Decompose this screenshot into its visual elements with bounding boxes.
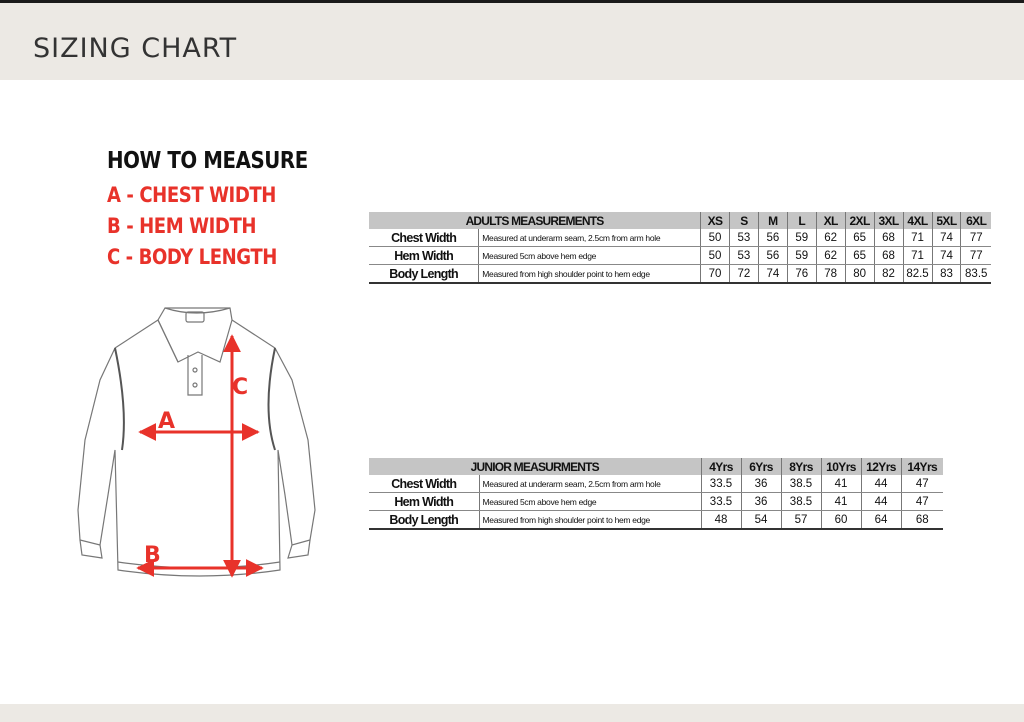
row-label: Chest Width bbox=[369, 229, 479, 247]
shirt-outline bbox=[78, 308, 315, 576]
cell: 54 bbox=[741, 511, 781, 530]
cell: 74 bbox=[932, 247, 961, 265]
cell: 77 bbox=[961, 247, 991, 265]
cell: 44 bbox=[861, 475, 901, 493]
cell: 62 bbox=[816, 247, 845, 265]
cell: 47 bbox=[901, 475, 943, 493]
size-header: S bbox=[729, 212, 758, 229]
size-header: 4XL bbox=[903, 212, 932, 229]
cell: 48 bbox=[701, 511, 741, 530]
size-header: XS bbox=[701, 212, 730, 229]
cell: 60 bbox=[821, 511, 861, 530]
cell: 83.5 bbox=[961, 265, 991, 284]
cell: 65 bbox=[845, 229, 874, 247]
shirt-diagram bbox=[70, 300, 340, 590]
cell: 38.5 bbox=[781, 475, 821, 493]
page-header bbox=[0, 3, 1024, 80]
cell: 36 bbox=[741, 493, 781, 511]
table-row bbox=[369, 247, 991, 265]
cell: 36 bbox=[741, 475, 781, 493]
cell: 50 bbox=[701, 247, 730, 265]
page-footer bbox=[0, 704, 1024, 722]
cell: 33.5 bbox=[701, 475, 741, 493]
label-b: B bbox=[144, 543, 161, 568]
cell: 53 bbox=[729, 247, 758, 265]
size-header: 3XL bbox=[874, 212, 903, 229]
cell: 59 bbox=[787, 247, 816, 265]
measure-item-a: A - CHEST WIDTH bbox=[107, 183, 276, 207]
cell: 68 bbox=[874, 229, 903, 247]
size-header: 6XL bbox=[961, 212, 991, 229]
page-title: SIZING CHART bbox=[33, 33, 238, 64]
row-description: Measured 5cm above hem edge bbox=[479, 493, 701, 511]
cell: 41 bbox=[821, 475, 861, 493]
size-header: XL bbox=[816, 212, 845, 229]
cell: 57 bbox=[781, 511, 821, 530]
row-description: Measured 5cm above hem edge bbox=[479, 247, 701, 265]
size-header: 4Yrs bbox=[701, 458, 741, 475]
cell: 59 bbox=[787, 229, 816, 247]
size-header: 14Yrs bbox=[901, 458, 943, 475]
junior-measurements-table bbox=[369, 458, 943, 530]
table-row bbox=[369, 511, 943, 530]
cell: 38.5 bbox=[781, 493, 821, 511]
cell: 72 bbox=[729, 265, 758, 284]
cell: 53 bbox=[729, 229, 758, 247]
table-header-row bbox=[369, 458, 943, 475]
cell: 83 bbox=[932, 265, 961, 284]
size-header: 5XL bbox=[932, 212, 961, 229]
cell: 64 bbox=[861, 511, 901, 530]
cell: 62 bbox=[816, 229, 845, 247]
cell: 70 bbox=[701, 265, 730, 284]
row-description: Measured from high shoulder point to hem edge bbox=[479, 265, 701, 284]
cell: 68 bbox=[901, 511, 943, 530]
cell: 65 bbox=[845, 247, 874, 265]
how-to-measure-heading: HOW TO MEASURE bbox=[107, 148, 308, 174]
table-row bbox=[369, 229, 991, 247]
row-label: Hem Width bbox=[369, 493, 479, 511]
table-row bbox=[369, 265, 991, 284]
measure-item-c: C - BODY LENGTH bbox=[107, 245, 277, 269]
cell: 71 bbox=[903, 247, 932, 265]
cell: 33.5 bbox=[701, 493, 741, 511]
table-row bbox=[369, 493, 943, 511]
row-description: Measured at underarm seam, 2.5cm from arm hole bbox=[479, 229, 701, 247]
measure-item-b: B - HEM WIDTH bbox=[107, 214, 257, 238]
label-c: C bbox=[232, 375, 249, 400]
cell: 56 bbox=[758, 229, 787, 247]
size-header: L bbox=[787, 212, 816, 229]
label-a: A bbox=[158, 409, 176, 434]
size-header: 8Yrs bbox=[781, 458, 821, 475]
cell: 74 bbox=[758, 265, 787, 284]
cell: 76 bbox=[787, 265, 816, 284]
size-header: 12Yrs bbox=[861, 458, 901, 475]
row-description: Measured at underarm seam, 2.5cm from arm hole bbox=[479, 475, 701, 493]
row-label: Body Length bbox=[369, 511, 479, 530]
row-label: Body Length bbox=[369, 265, 479, 284]
row-description: Measured from high shoulder point to hem edge bbox=[479, 511, 701, 530]
measure-arrows bbox=[138, 336, 262, 576]
adults-measurements-table bbox=[369, 212, 991, 284]
cell: 44 bbox=[861, 493, 901, 511]
size-header: 10Yrs bbox=[821, 458, 861, 475]
cell: 56 bbox=[758, 247, 787, 265]
cell: 74 bbox=[932, 229, 961, 247]
cell: 80 bbox=[845, 265, 874, 284]
junior-title: JUNIOR MEASURMENTS bbox=[369, 458, 701, 475]
cell: 41 bbox=[821, 493, 861, 511]
cell: 82.5 bbox=[903, 265, 932, 284]
cell: 78 bbox=[816, 265, 845, 284]
row-label: Hem Width bbox=[369, 247, 479, 265]
size-header: M bbox=[758, 212, 787, 229]
how-to-measure bbox=[107, 148, 341, 275]
row-label: Chest Width bbox=[369, 475, 479, 493]
size-header: 6Yrs bbox=[741, 458, 781, 475]
cell: 68 bbox=[874, 247, 903, 265]
table-header-row bbox=[369, 212, 991, 229]
cell: 82 bbox=[874, 265, 903, 284]
table-row bbox=[369, 475, 943, 493]
adults-title: ADULTS MEASUREMENTS bbox=[369, 212, 701, 229]
size-header: 2XL bbox=[845, 212, 874, 229]
cell: 71 bbox=[903, 229, 932, 247]
cell: 77 bbox=[961, 229, 991, 247]
cell: 50 bbox=[701, 229, 730, 247]
cell: 47 bbox=[901, 493, 943, 511]
